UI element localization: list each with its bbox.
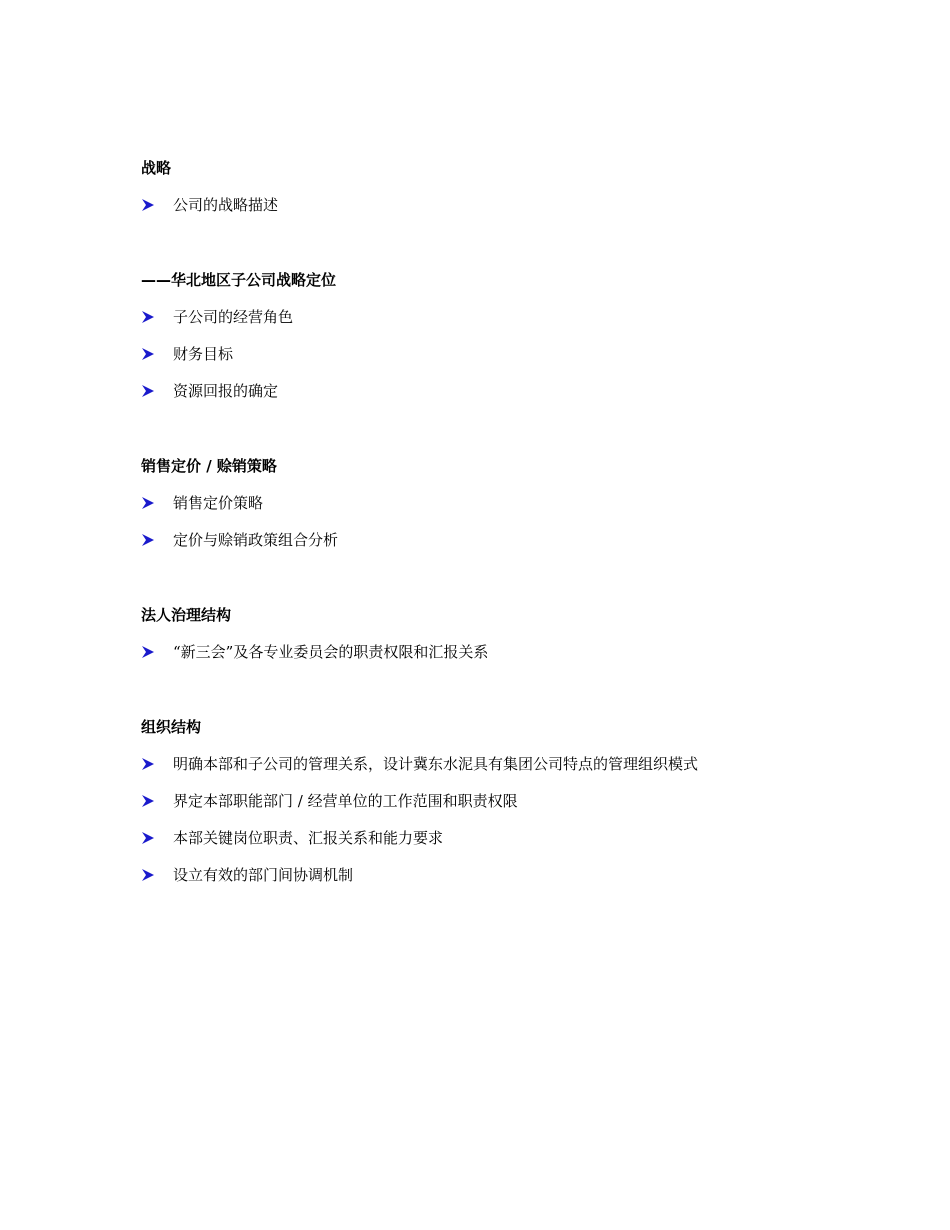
arrowhead-bullet-icon — [141, 198, 155, 212]
arrowhead-bullet-icon — [141, 794, 155, 808]
arrowhead-bullet-icon — [141, 868, 155, 882]
list-item-text: 财务目标 — [173, 345, 234, 363]
list-item-text: “新三会”及各专业委员会的职责权限和汇报关系 — [173, 643, 489, 661]
list-item-text: 定价与赊销政策组合分析 — [173, 531, 339, 549]
list-item-text: 本部关键岗位职责、汇报关系和能力要求 — [173, 829, 444, 847]
section-heading-subsidiary-positioning: ——华北地区子公司战略定位 — [141, 271, 337, 289]
list-item-text: 子公司的经营角色 — [173, 308, 294, 326]
arrowhead-bullet-icon — [141, 384, 155, 398]
list-item-text: 销售定价策略 — [173, 494, 264, 512]
list-item — [141, 491, 264, 515]
list-item-text: 设立有效的部门间协调机制 — [173, 866, 354, 884]
section-heading-pricing: 销售定价 / 赊销策略 — [141, 457, 277, 475]
list-item — [141, 193, 279, 217]
list-item-text: 明确本部和子公司的管理关系，设计冀东水泥具有集团公司特点的管理组织模式 — [173, 755, 699, 773]
list-item — [141, 342, 234, 366]
list-item-text: 界定本部职能部门 / 经营单位的工作范围和职责权限 — [173, 792, 518, 810]
list-item — [141, 379, 279, 403]
arrowhead-bullet-icon — [141, 310, 155, 324]
arrowhead-bullet-icon — [141, 831, 155, 845]
arrowhead-bullet-icon — [141, 347, 155, 361]
list-item-text: 资源回报的确定 — [173, 382, 279, 400]
list-item — [141, 640, 489, 664]
list-item-text: 公司的战略描述 — [173, 196, 279, 214]
section-heading-governance: 法人治理结构 — [141, 606, 232, 624]
list-item — [141, 528, 339, 552]
list-item — [141, 305, 294, 329]
list-item — [141, 752, 699, 776]
arrowhead-bullet-icon — [141, 645, 155, 659]
list-item — [141, 789, 518, 813]
section-heading-strategy: 战略 — [141, 159, 172, 177]
arrowhead-bullet-icon — [141, 533, 155, 547]
list-item — [141, 826, 444, 850]
arrowhead-bullet-icon — [141, 496, 155, 510]
arrowhead-bullet-icon — [141, 757, 155, 771]
section-heading-organization: 组织结构 — [141, 718, 202, 736]
list-item — [141, 863, 354, 887]
